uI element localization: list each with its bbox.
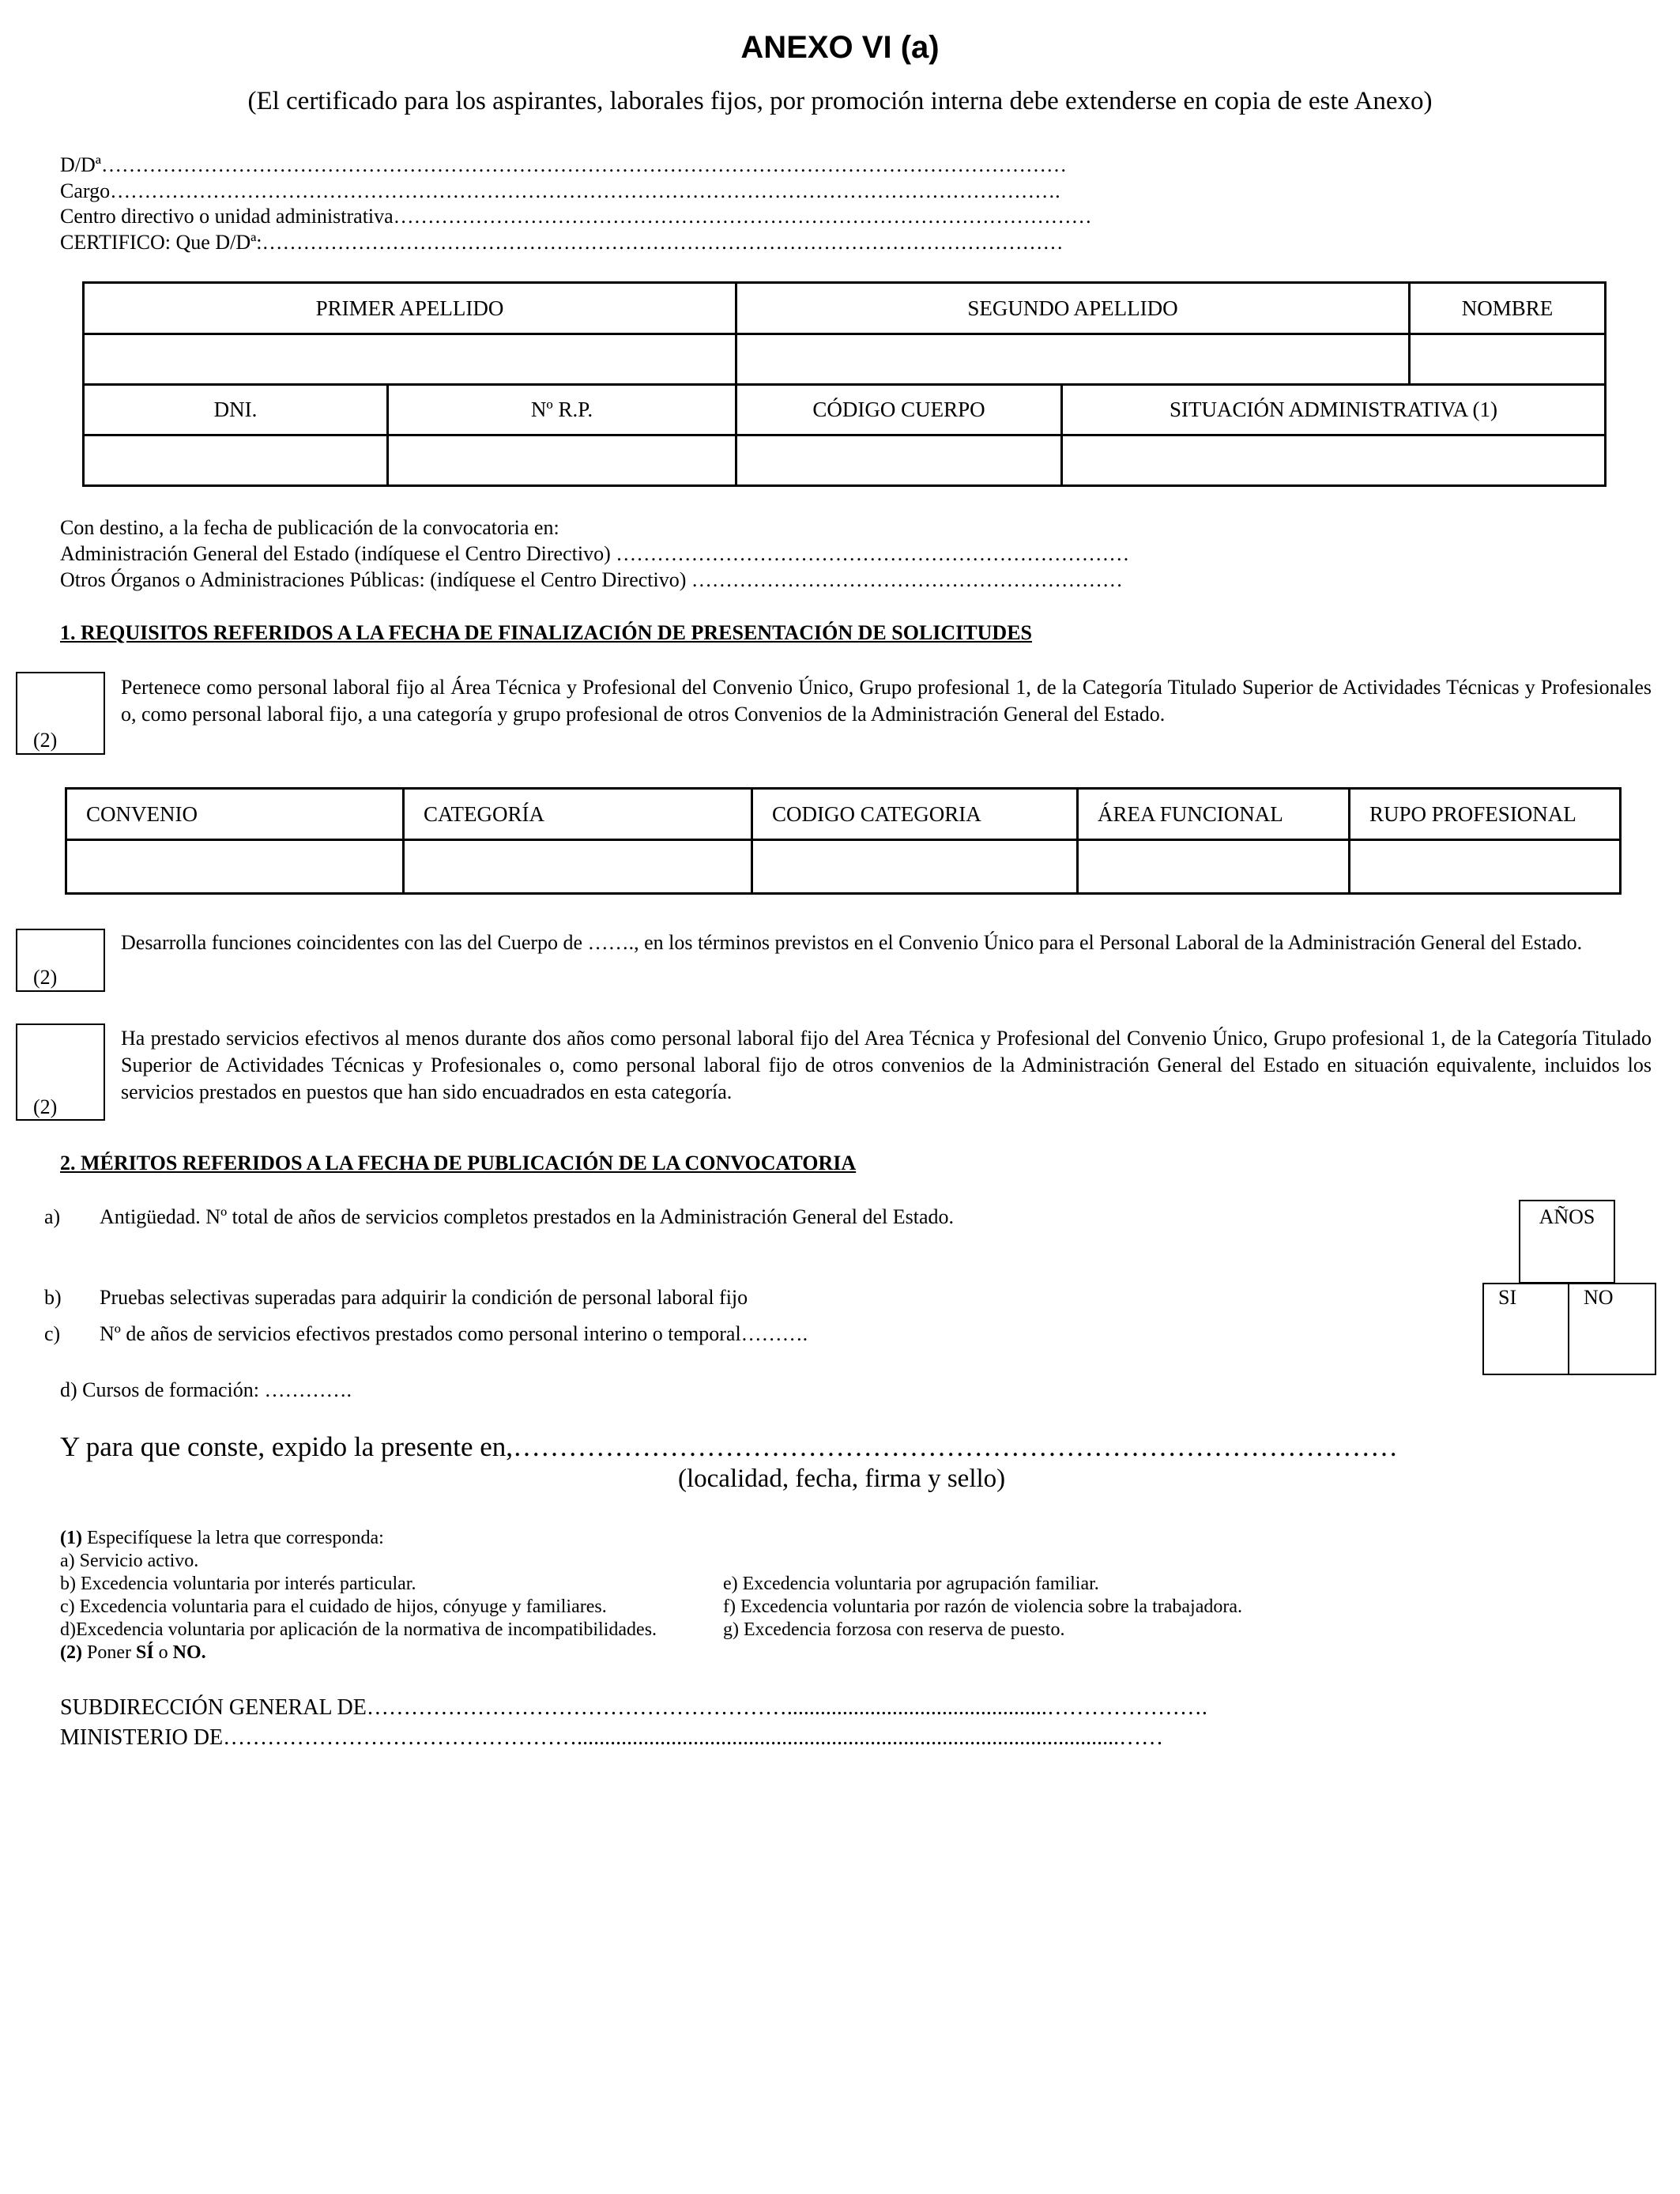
header-area-funcional: ÁREA FUNCIONAL bbox=[1078, 789, 1350, 840]
grupo-profesional-field[interactable] bbox=[1350, 840, 1621, 894]
field-cargo: Cargo…………………………………………………………………………………………………………………………. bbox=[60, 179, 1060, 202]
merit-a-text: Antigüedad. Nº total de años de servicios completos prestados en la Administración General del Estado. bbox=[100, 1205, 955, 1228]
segundo-apellido-field[interactable] bbox=[736, 334, 1410, 385]
nrp-field[interactable] bbox=[388, 435, 736, 486]
merit-a-letter: a) bbox=[44, 1205, 61, 1228]
categoria-field[interactable] bbox=[404, 840, 752, 894]
note-a: a) Servicio activo. bbox=[60, 1551, 199, 1571]
area-funcional-field[interactable] bbox=[1078, 840, 1350, 894]
header-codigo-categoria: CODIGO CATEGORIA bbox=[752, 789, 1078, 840]
note-f: f) Excedencia voluntaria por razón de violencia sobre la trabajadora. bbox=[723, 1596, 1243, 1617]
req3-checkbox[interactable] bbox=[16, 1023, 105, 1121]
note-d: d)Excedencia voluntaria por aplicación de la normativa de incompatibilidades. bbox=[60, 1619, 657, 1640]
page-subtitle: (El certificado para los aspirantes, laborales fijos, por promoción interna debe extenderse en copia de este Anexo) bbox=[247, 87, 1433, 115]
header-categoria: CATEGORÍA bbox=[404, 789, 752, 840]
note-2-si: SÍ bbox=[135, 1642, 154, 1663]
header-grupo-profesional: RUPO PROFESIONAL bbox=[1350, 789, 1621, 840]
merit-c-text: Nº de años de servicios efectivos prestados como personal interino o temporal………. bbox=[100, 1322, 808, 1345]
field-certifico: CERTIFICO: Que D/Dª:……………………………………………………………………………………………………… bbox=[60, 231, 1064, 254]
closing-line: Y para que conste, expido la presente en,…………………………………………………………………………………… bbox=[60, 1431, 1399, 1462]
note-c: c) Excedencia voluntaria para el cuidado de hijos, cónyuge y familiares. bbox=[60, 1596, 607, 1617]
note-1-heading bbox=[60, 1527, 384, 1550]
field-dd: D/Dª…………………………………………………………………………………………………………………………… bbox=[60, 153, 1067, 176]
note-2-number: (2) bbox=[60, 1642, 82, 1663]
destino-age: Administración General del Estado (indíquese el Centro Directivo) ………………………………………………………………… bbox=[60, 542, 1130, 565]
req2-checkbox[interactable] bbox=[16, 929, 105, 992]
convenio-field[interactable] bbox=[66, 840, 404, 894]
req3-box-label: (2) bbox=[33, 1095, 58, 1118]
situacion-administrativa-field[interactable] bbox=[1062, 435, 1606, 486]
codigo-cuerpo-field[interactable] bbox=[736, 435, 1062, 486]
note-1-number: (1) bbox=[60, 1528, 82, 1548]
closing-caption: (localidad, fecha, firma y sello) bbox=[678, 1465, 1006, 1493]
header-codigo-cuerpo: CÓDIGO CUERPO bbox=[736, 385, 1062, 435]
note-2-pre: Poner bbox=[81, 1642, 136, 1663]
header-dni: DNI. bbox=[84, 385, 388, 435]
ministerio-line: MINISTERIO DE…………………………………………..................................................................................................…… bbox=[60, 1725, 1164, 1750]
personal-data-table bbox=[82, 281, 1607, 487]
convenio-table bbox=[65, 787, 1622, 895]
destino-otros: Otros Órganos o Administraciones Públicas: (indíquese el Centro Directivo) ……………………………………………………… bbox=[60, 568, 1123, 591]
destino-intro: Con destino, a la fecha de publicación de la convocatoria en: bbox=[60, 516, 559, 539]
header-primer-apellido: PRIMER APELLIDO bbox=[84, 283, 736, 334]
req2-box-label: (2) bbox=[33, 966, 58, 989]
req1-box-label: (2) bbox=[33, 729, 58, 752]
note-g: g) Excedencia forzosa con reserva de puesto. bbox=[723, 1619, 1065, 1640]
dni-field[interactable] bbox=[84, 435, 388, 486]
req1-text: Pertenece como personal laboral fijo al Área Técnica y Profesional del Convenio Único, Grupo profesional 1, de la Categoría Titulado Superior de Actividades Técnicas y Profesionales o, como personal laboral fijo, a una categoría y grupo profesional de otros Convenios de la Administración General del Estado. bbox=[121, 676, 1652, 726]
req1-checkbox[interactable] bbox=[16, 672, 105, 755]
merit-d-text: d) Cursos de formación: …………. bbox=[60, 1378, 352, 1401]
merit-c-letter: c) bbox=[44, 1322, 61, 1345]
anos-label: AÑOS bbox=[1539, 1205, 1595, 1228]
page-title: ANEXO VI (a) bbox=[740, 30, 940, 65]
no-label: NO bbox=[1584, 1286, 1614, 1309]
header-situacion-administrativa: SITUACIÓN ADMINISTRATIVA (1) bbox=[1062, 385, 1606, 435]
note-2-mid: o bbox=[153, 1642, 173, 1663]
header-convenio: CONVENIO bbox=[66, 789, 404, 840]
note-1-text: Especifíquese la letra que corresponda: bbox=[81, 1528, 384, 1548]
merit-b-text: Pruebas selectivas superadas para adquirir la condición de personal laboral fijo bbox=[100, 1286, 748, 1309]
si-label: SI bbox=[1498, 1286, 1517, 1309]
header-nrp: Nº R.P. bbox=[388, 385, 736, 435]
section1-heading: 1. REQUISITOS REFERIDOS A LA FECHA DE FINALIZACIÓN DE PRESENTACIÓN DE SOLICITUDES bbox=[60, 621, 1032, 644]
note-2-no: NO. bbox=[172, 1642, 206, 1663]
merit-b-letter: b) bbox=[44, 1286, 62, 1309]
req2-text: Desarrolla funciones coincidentes con las del Cuerpo de ……., en los términos previstos en el Convenio Único para el Personal Laboral de la Administración General del Estado. bbox=[121, 931, 1583, 954]
subdireccion-line: SUBDIRECCIÓN GENERAL DE…………………………………………………...............................................…………………. bbox=[60, 1695, 1207, 1720]
codigo-categoria-field[interactable] bbox=[752, 840, 1078, 894]
note-b: b) Excedencia voluntaria por interés particular. bbox=[60, 1574, 416, 1594]
note-2 bbox=[60, 1642, 206, 1664]
note-e: e) Excedencia voluntaria por agrupación familiar. bbox=[723, 1574, 1099, 1594]
nombre-field[interactable] bbox=[1410, 334, 1606, 385]
si-box[interactable] bbox=[1482, 1283, 1569, 1375]
primer-apellido-field[interactable] bbox=[84, 334, 736, 385]
req3-text: Ha prestado servicios efectivos al menos durante dos años como personal laboral fijo del Area Técnica y Profesional del Convenio Único, Grupo profesional 1, de la Categoría Titulado Superior de Actividades Técnicas y Profesionales o, como personal laboral fijo de otros convenios de la Administración General del Estado en situación equivalente, incluidos los servicios prestados en puestos que han sido encuadrados en esta categoría. bbox=[121, 1027, 1652, 1103]
section2-heading: 2. MÉRITOS REFERIDOS A LA FECHA DE PUBLICACIÓN DE LA CONVOCATORIA bbox=[60, 1152, 857, 1174]
header-nombre: NOMBRE bbox=[1410, 283, 1606, 334]
field-centro: Centro directivo o unidad administrativa………………………………………………………………………………………… bbox=[60, 205, 1092, 228]
header-segundo-apellido: SEGUNDO APELLIDO bbox=[736, 283, 1410, 334]
